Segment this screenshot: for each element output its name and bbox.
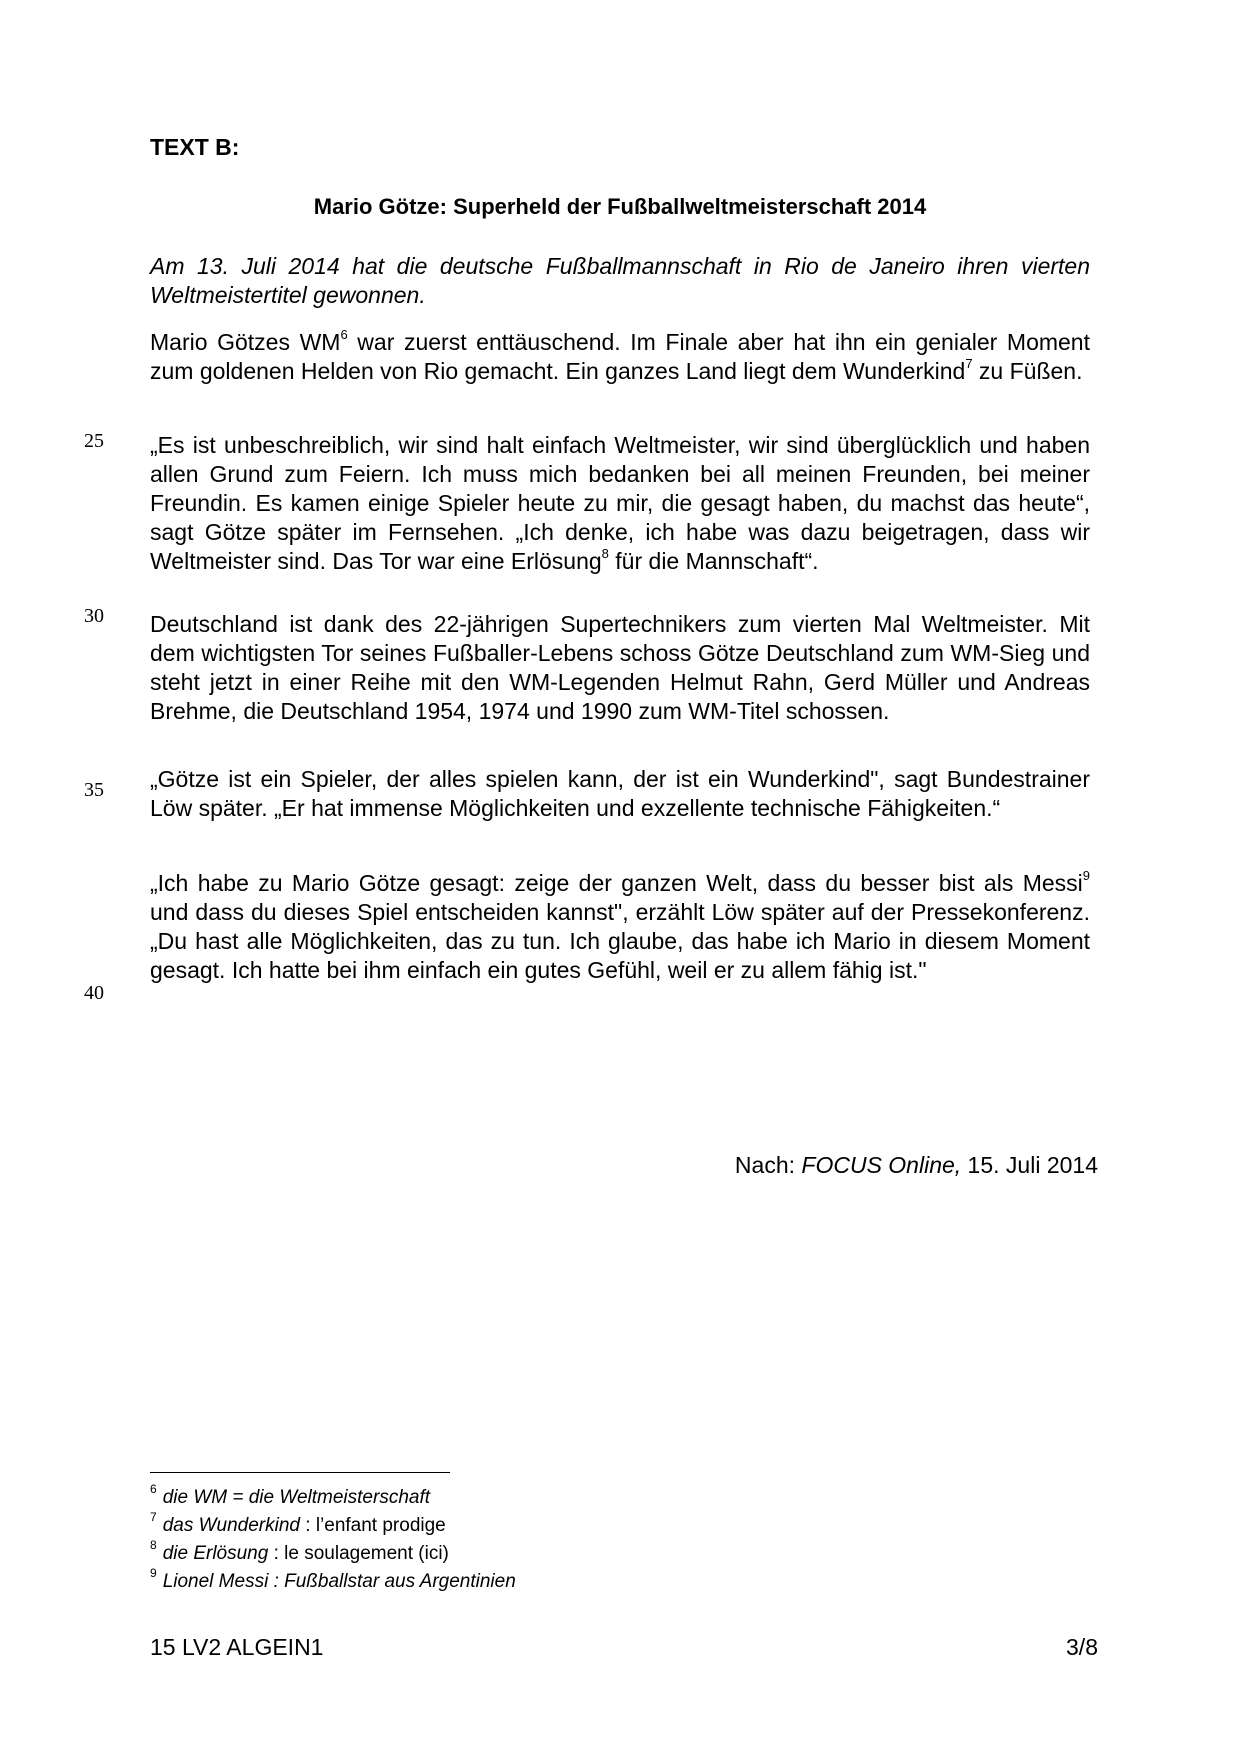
footnote-ref-7: 7: [965, 356, 973, 372]
paragraph-5: [150, 869, 1090, 985]
footnote-translation: : le soulagement (ici): [268, 1543, 449, 1564]
footnote-item: [150, 1509, 850, 1540]
footnote-translation: : Fußballstar aus Argentinien: [268, 1571, 516, 1592]
source-publication: FOCUS Online,: [801, 1152, 962, 1178]
intro-paragraph: Am 13. Juli 2014 hat die deutsche Fußballmannschaft in Rio de Janeiro ihren vierten Weltmeistertitel gewonnen.: [150, 253, 1090, 308]
footnote-item: [150, 1565, 850, 1596]
footnotes-list: [150, 1481, 850, 1596]
paragraph-3: Deutschland ist dank des 22-jährigen Supertechnikers zum vierten Mal Weltmeister. Mit dem wichtigsten Tor seines Fußballer-Lebens schoss Götze Deutschland zum WM-Sieg und steht jetzt in einer Reihe mit den WM-Legenden Helmut Rahn, Gerd Müller und Andreas Brehme, die Deutschland 1954, 1974 und 1990 zum WM-Titel schossen.: [150, 611, 1090, 724]
footnote-number: 7: [150, 1509, 157, 1524]
paragraph-1-part-b: war zuerst enttäuschend. Im Finale aber hat ihn ein genialer Moment zum goldenen Helden von Rio gemacht. Ein ganzes Land liegt dem Wunderkind: [150, 329, 1090, 384]
footnote-ref-8: 8: [601, 546, 609, 562]
footnote-ref-6: 6: [340, 327, 348, 343]
footnote-item: [150, 1481, 850, 1512]
paragraph-2-part-b: für die Mannschaft“.: [608, 548, 819, 574]
line-number: 35: [84, 779, 104, 801]
footnote-translation: : l’enfant prodige: [299, 1515, 446, 1536]
source-citation: [735, 1152, 1098, 1179]
footnote-term: die WM = die Weltmeisterschaft: [162, 1487, 431, 1508]
footnote-number: 6: [150, 1481, 157, 1496]
exam-code: 15 LV2 ALGEIN1: [150, 1634, 324, 1660]
article-title: Mario Götze: Superheld der Fußballweltmeisterschaft 2014: [313, 194, 927, 219]
paragraph-1-part-c: zu Füßen.: [972, 358, 1083, 384]
paragraph-2: [150, 431, 1090, 576]
footnote-item: [150, 1537, 850, 1568]
paragraph-4: „Götze ist ein Spieler, der alles spielen kann, der ist ein Wunderkind", sagt Bundestrainer Löw später. „Er hat immense Möglichkeiten und exzellente technische Fähigkeiten.“: [150, 766, 1090, 821]
section-label: TEXT B:: [150, 134, 240, 160]
footnote-term: das Wunderkind: [162, 1515, 300, 1536]
footnote-term: die Erlösung: [162, 1543, 269, 1564]
paragraph-1: [150, 328, 1090, 386]
line-number: 25: [84, 430, 104, 452]
page-number: 3/8: [1066, 1634, 1098, 1660]
footnote-number: 9: [150, 1565, 157, 1580]
line-number: 30: [84, 605, 104, 627]
footnote-divider: [150, 1472, 450, 1473]
paragraph-5-part-a: „Ich habe zu Mario Götze gesagt: zeige der ganzen Welt, dass du besser bist als Messi: [150, 870, 1083, 896]
source-date: 15. Juli 2014: [961, 1152, 1098, 1178]
footnote-number: 8: [150, 1537, 157, 1552]
line-number: 40: [84, 982, 104, 1004]
source-prefix: Nach:: [734, 1152, 802, 1178]
paragraph-1-part-a: Mario Götzes WM: [150, 329, 341, 355]
paragraph-5-part-b: und dass du dieses Spiel entscheiden kannst", erzählt Löw später auf der Pressekonferenz. „Du hast alle Möglichkeiten, das zu tun. Ich glaube, das habe ich Mario in diesem Moment gesagt. Ich hatte bei ihm einfach ein gutes Gefühl, weil er zu allem fähig ist.": [150, 899, 1090, 983]
footnote-term: Lionel Messi: [162, 1571, 269, 1592]
paragraph-2-part-a: „Es ist unbeschreiblich, wir sind halt einfach Weltmeister, wir sind überglücklich und haben allen Grund zum Feiern. Ich muss mich bedanken bei all meinen Freunden, bei meiner Freundin. Es kamen einige Spieler heute zu mir, die gesagt haben, du machst das heute“, sagt Götze später im Fernsehen. „Ich denke, ich habe was dazu beigetragen, dass wir Weltmeister sind. Das Tor war eine Erlösung: [150, 432, 1090, 574]
footnote-ref-9: 9: [1082, 868, 1090, 884]
